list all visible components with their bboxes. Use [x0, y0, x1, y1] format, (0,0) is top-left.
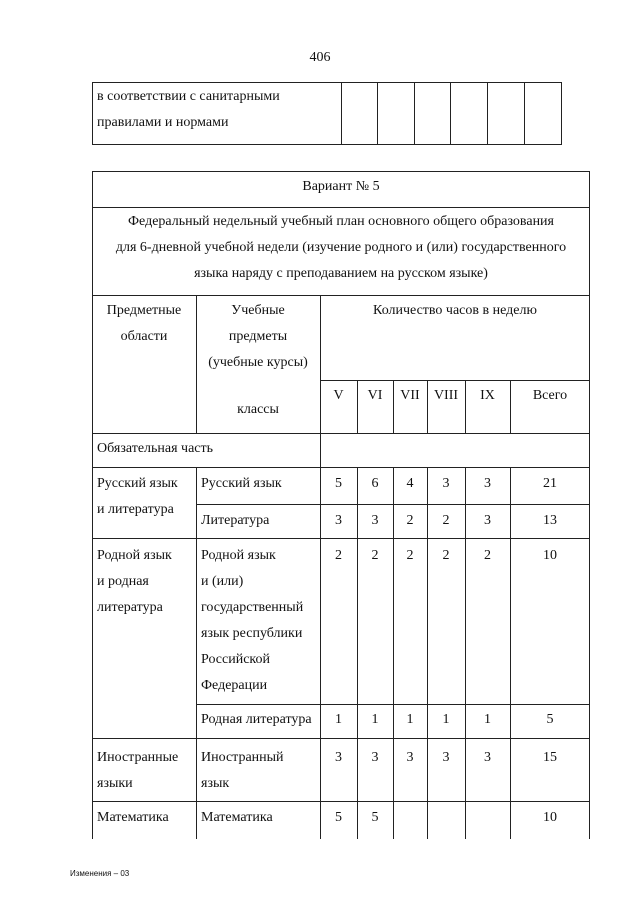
hours-cell: 5 [335, 810, 342, 825]
subject-native-language-3: государственный [201, 600, 304, 615]
hours-total-cell: 21 [543, 476, 557, 491]
grade-9: IX [480, 388, 495, 403]
hours-cell: 3 [335, 750, 342, 765]
hours-total-cell: 10 [543, 548, 557, 563]
variant-title: Вариант № 5 [302, 179, 380, 194]
hours-cell: 5 [335, 476, 342, 491]
header-areas-1: Предметные [106, 303, 182, 318]
hours-cell: 3 [406, 750, 414, 765]
subject-native-language-5: Российской [201, 652, 270, 667]
plan-title-line-2: для 6-дневной учебной недели (изучение родного и (или) государственного [115, 240, 567, 255]
header-subjects-3: (учебные курсы) [208, 355, 308, 370]
hours-cell: 2 [442, 548, 450, 563]
subject-native-language-6: Федерации [201, 678, 268, 693]
mandatory-part-label: Обязательная часть [97, 441, 214, 456]
area-foreign-2: языки [97, 776, 133, 791]
hours-cell: 3 [335, 513, 342, 528]
hours-cell: 1 [484, 712, 491, 727]
subject-russian-language: Русский язык [201, 476, 282, 491]
subject-native-language-2: и (или) [201, 574, 244, 589]
plan-title-line-1: Федеральный недельный учебный план основного общего образования [127, 214, 554, 229]
hours-cell: 1 [442, 712, 450, 727]
area-native-1: Родной язык [97, 548, 172, 563]
hours-cell: 2 [484, 548, 491, 563]
continuation-line-1: в соответствии с санитарными [97, 89, 280, 104]
hours-cell: 1 [335, 712, 342, 727]
subject-mathematics: Математика [201, 810, 273, 825]
header-subjects-1: Учебные [231, 303, 285, 318]
area-russian-1: Русский язык [97, 476, 178, 491]
hours-total-cell: 15 [543, 750, 557, 765]
page-number: 406 [309, 50, 331, 65]
hours-cell: 2 [406, 548, 414, 563]
hours-cell: 3 [442, 750, 450, 765]
area-native-2: и родная [97, 574, 149, 589]
header-areas-2: области [120, 329, 168, 344]
hours-cell: 1 [371, 712, 379, 727]
hours-cell: 3 [371, 513, 379, 528]
area-math: Математика [97, 810, 169, 825]
plan-title-line-3: языка наряду с преподаванием на русском языке) [194, 266, 488, 281]
subject-native-language-1: Родной язык [201, 548, 276, 563]
hours-total-cell: 13 [543, 513, 557, 528]
hours-cell: 2 [335, 548, 342, 563]
grade-8: VIII [433, 388, 459, 403]
hours-cell: 1 [406, 712, 414, 727]
area-russian-2: и литература [97, 502, 174, 517]
hours-cell: 3 [442, 476, 450, 491]
subject-foreign-language-1: Иностранный [201, 750, 284, 765]
hours-cell: 3 [371, 750, 379, 765]
header-classes-label: классы [237, 402, 279, 417]
hours-cell: 3 [484, 476, 491, 491]
subject-native-literature: Родная литература [201, 712, 312, 727]
subject-native-language-4: язык республики [201, 626, 303, 641]
hours-cell: 3 [484, 513, 491, 528]
grade-7: VII [400, 388, 420, 403]
header-subjects-2: предметы [228, 329, 288, 344]
hours-total-cell: 5 [546, 712, 554, 727]
grade-total: Всего [532, 388, 568, 403]
continuation-line-2: правилами и нормами [97, 115, 229, 130]
area-foreign-1: Иностранные [97, 750, 179, 765]
hours-cell: 3 [484, 750, 491, 765]
hours-cell: 4 [406, 476, 414, 491]
hours-cell: 2 [371, 548, 379, 563]
header-hours: Количество часов в неделю [373, 303, 537, 318]
grade-6: VI [367, 388, 383, 403]
hours-cell: 5 [371, 810, 379, 825]
subject-literature: Литература [201, 513, 270, 528]
revision-footer: Изменения – 03 [70, 869, 130, 878]
hours-cell: 6 [371, 476, 379, 491]
hours-cell: 2 [442, 513, 450, 528]
hours-total-cell: 10 [543, 810, 557, 825]
area-native-3: литература [97, 600, 163, 615]
subject-foreign-language-2: язык [201, 776, 230, 791]
hours-cell: 2 [406, 513, 414, 528]
grade-5: V [333, 388, 344, 403]
